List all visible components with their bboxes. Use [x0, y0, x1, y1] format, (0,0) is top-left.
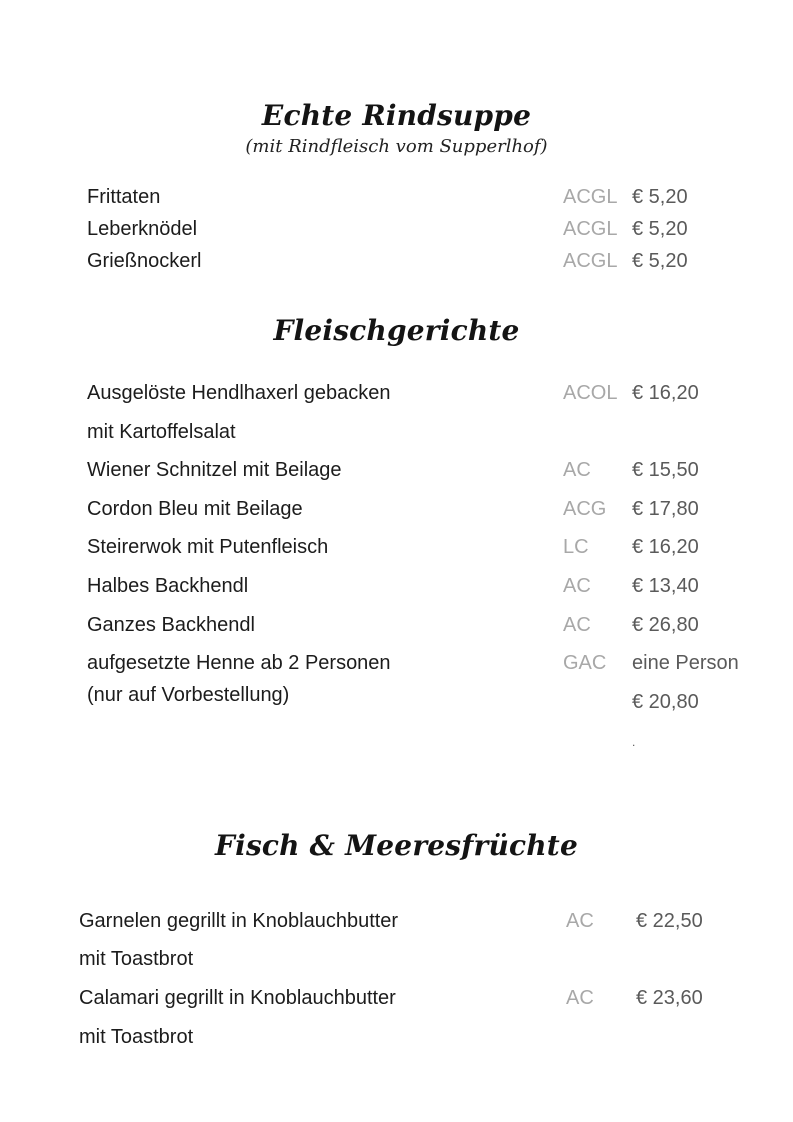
menu-item-price: € 16,20 — [632, 536, 699, 558]
menu-item-name: Garnelen gegrillt in Knoblauchbutter — [79, 910, 399, 932]
menu-item-price: € 17,80 — [632, 498, 699, 520]
menu-item-price: € 5,20 — [632, 218, 688, 240]
section-title-meat: Fleischgerichte — [273, 314, 520, 347]
allergen-codes: AC — [566, 910, 594, 932]
menu-item-price: € 15,50 — [632, 459, 699, 481]
menu-item-price: € 5,20 — [632, 250, 688, 272]
menu-item-name: Leberknödel — [87, 218, 198, 240]
section-subtitle-soup: (mit Rindfleisch vom Supperlhof) — [245, 136, 548, 157]
menu-item-price: € 20,80 — [632, 691, 699, 713]
menu-item-price: € 13,40 — [632, 575, 699, 597]
menu-item-name: Calamari gegrillt in Knoblauchbutter — [79, 987, 396, 1009]
menu-item-name: Halbes Backhendl — [87, 575, 249, 597]
menu-item-name: Ganzes Backhendl — [87, 614, 255, 636]
menu-item-price: € 23,60 — [636, 987, 703, 1009]
allergen-codes: GAC — [563, 652, 607, 674]
stray-dot: . — [632, 735, 636, 749]
allergen-codes: AC — [563, 614, 591, 636]
menu-item-price: € 22,50 — [636, 910, 703, 932]
menu-item-name: Frittaten — [87, 186, 161, 208]
menu-item-name: Grießnockerl — [87, 250, 202, 272]
allergen-codes: LC — [563, 536, 589, 558]
menu-item-price: € 26,80 — [632, 614, 699, 636]
menu-item-name: Wiener Schnitzel mit Beilage — [87, 459, 342, 481]
menu-item-name: Ausgelöste Hendlhaxerl gebacken — [87, 382, 391, 404]
allergen-codes: ACGL — [563, 186, 618, 208]
menu-item-description: mit Toastbrot — [79, 948, 194, 970]
allergen-codes: AC — [566, 987, 594, 1009]
allergen-codes: ACG — [563, 498, 607, 520]
allergen-codes: ACGL — [563, 250, 618, 272]
allergen-codes: ACGL — [563, 218, 618, 240]
allergen-codes: AC — [563, 459, 591, 481]
menu-item-name: Steirerwok mit Putenfleisch — [87, 536, 329, 558]
menu-item-description: mit Kartoffelsalat — [87, 421, 236, 443]
allergen-codes: AC — [563, 575, 591, 597]
section-title-soup: Echte Rindsuppe — [261, 99, 532, 132]
menu-item-price: € 16,20 — [632, 382, 699, 404]
menu-item-name: aufgesetzte Henne ab 2 Personen — [87, 652, 391, 674]
section-title-fish: Fisch & Meeresfrüchte — [215, 829, 578, 862]
menu-item-name: Cordon Bleu mit Beilage — [87, 498, 303, 520]
menu-item-price-note: eine Person — [632, 652, 739, 674]
menu-item-description: (nur auf Vorbestellung) — [87, 684, 290, 706]
allergen-codes: ACOL — [563, 382, 618, 404]
menu-item-description: mit Toastbrot — [79, 1026, 194, 1048]
menu-item-price: € 5,20 — [632, 186, 688, 208]
